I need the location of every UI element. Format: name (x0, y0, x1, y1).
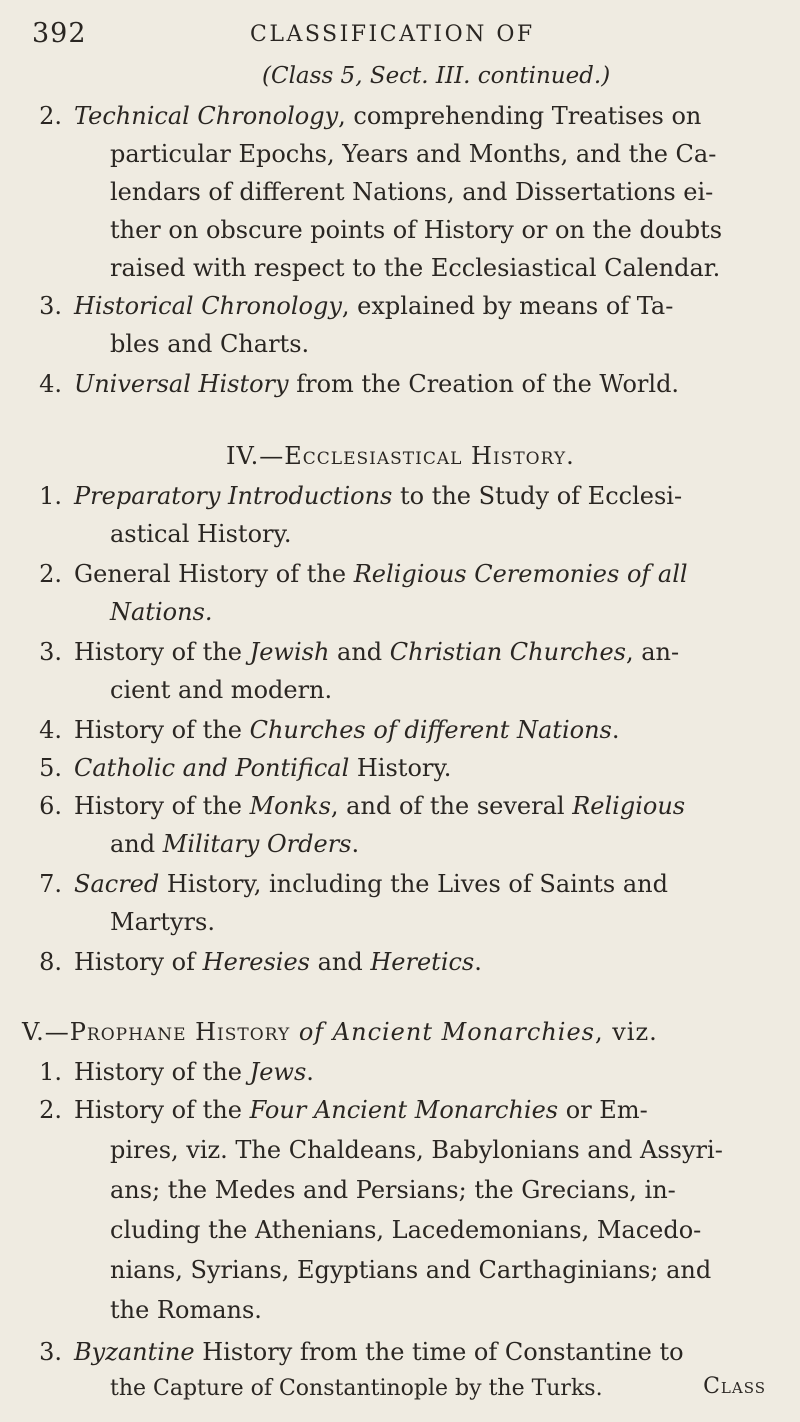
item-line: Technical Chronology, comprehending Treatises on (74, 102, 702, 130)
section-heading: V.—Prophane History of Ancient Monarchies, viz. (22, 1018, 658, 1046)
page-number: 392 (32, 18, 87, 49)
book-page: 392 CLASSIFICATION OF (Class 5, Sect. III. continued.) 2. Technical Chronology, comprehending Treatises on particular Epochs, Years and Months, and the Ca- lendars of different Nations, and Dissertations ei- ther on obscure points of History or on the doubts raised with respect to the Ecclesiastical Calendar. 3. Historical Chronology, explained by means of Ta- bles and Charts. 4. Universal History from the Creation of the World. IV.—Ecclesiastical History. 1. Preparatory Introductions to the Study of Ecclesi- astical History. 2. General History of the Religious Ceremonies of all Nations. 3. History of the Jewish and Christian Churches, an- cient and modern. 4. History of the Churches of different Nations. 5. Catholic and Pontifical History. 6. History of the Monks, and of the several Religious and Military Orders. 7. Sacred History, including the Lives of Saints and Martyrs. 8. History of Heresies and Heretics. V.—Prophane History of Ancient Monarchies, viz. 1. History of the Jews. 2. History of the Four Ancient Monarchies or Em- pires, viz. The Chaldeans, Babylonians and Assyri- ans; the Medes and Persians; the Grecians, in- cluding the Athenians, Lacedemonians, Macedo- nians, Syrians, Egyptians and Carthaginians; and the Romans. 3. Byzantine History from the time of Constantine to the Capture of Constantinople by the Turks. Class (0, 0, 800, 1422)
continuation-heading: (Class 5, Sect. III. continued.) (262, 63, 611, 89)
item-number: 2. (39, 102, 62, 130)
page-header (0, 18, 800, 58)
catchword: Class (703, 1374, 766, 1399)
running-title: CLASSIFICATION OF (250, 22, 535, 47)
section-heading: IV.—Ecclesiastical History. (226, 442, 575, 470)
